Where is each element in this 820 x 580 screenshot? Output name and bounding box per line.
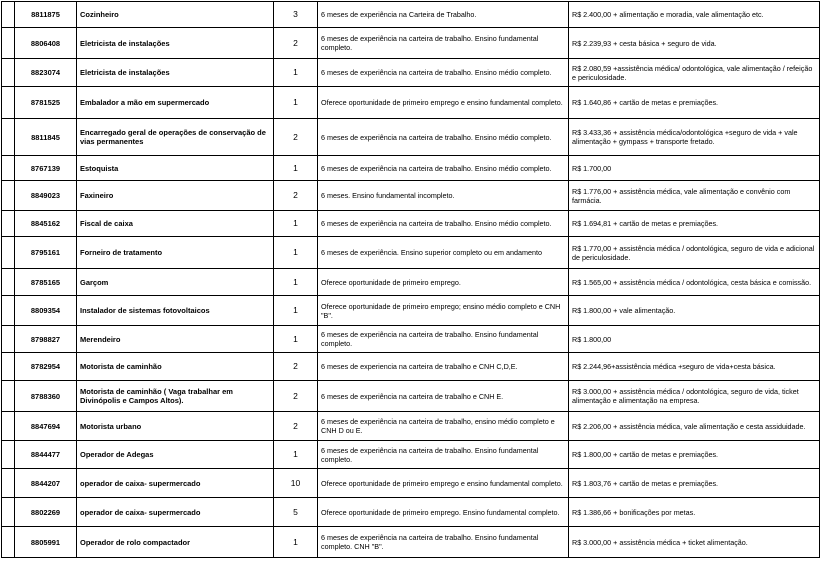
requirements: Oferece oportunidade de primeiro emprego. <box>318 269 569 296</box>
row-marker-cell <box>2 211 15 237</box>
vacancy-count: 1 <box>274 59 318 87</box>
job-vacancies-table <box>1 1 820 558</box>
table-row <box>2 527 820 558</box>
table-row <box>2 441 820 469</box>
row-marker-cell <box>2 87 15 119</box>
row-marker-cell <box>2 156 15 181</box>
requirements: Oferece oportunidade de primeiro emprego e ensino fundamental completo. <box>318 87 569 119</box>
table-row <box>2 353 820 381</box>
job-title: Operador de Adegas <box>77 441 274 469</box>
table-row <box>2 296 820 326</box>
vacancy-code: 8781525 <box>15 87 77 119</box>
vacancy-count: 3 <box>274 2 318 28</box>
table-row <box>2 181 820 211</box>
job-title: operador de caixa- supermercado <box>77 469 274 498</box>
row-marker-cell <box>2 469 15 498</box>
job-title: Instalador de sistemas fotovoltaicos <box>77 296 274 326</box>
vacancy-count: 1 <box>274 211 318 237</box>
vacancy-count: 1 <box>274 269 318 296</box>
requirements: Oferece oportunidade de primeiro emprego; ensino médio completo e CNH "B". <box>318 296 569 326</box>
job-title: Motorista de caminhão ( Vaga trabalhar em Divinópolis e Campos Altos). <box>77 381 274 412</box>
salary-benefits: R$ 2.400,00 + alimentação e moradia, vale alimentação etc. <box>569 2 820 28</box>
vacancy-code: 8802269 <box>15 498 77 527</box>
vacancy-code: 8811845 <box>15 119 77 156</box>
table-row <box>2 28 820 59</box>
salary-benefits: R$ 1.386,66 + bonificações por metas. <box>569 498 820 527</box>
salary-benefits: R$ 3.000,00 + assistência médica / odontológica, seguro de vida, ticket alimentação e alimentação na empresa. <box>569 381 820 412</box>
row-marker-cell <box>2 59 15 87</box>
requirements: 6 meses de experiência na carteira de trabalho. Ensino médio completo. <box>318 156 569 181</box>
vacancy-count: 1 <box>274 527 318 558</box>
job-title: Faxineiro <box>77 181 274 211</box>
vacancy-count: 2 <box>274 381 318 412</box>
row-marker-cell <box>2 296 15 326</box>
vacancy-code: 8805991 <box>15 527 77 558</box>
vacancy-count: 2 <box>274 181 318 211</box>
row-marker-cell <box>2 237 15 269</box>
salary-benefits: R$ 1.565,00 + assistência médica / odontológica, cesta básica e comissão. <box>569 269 820 296</box>
vacancy-code: 8798827 <box>15 326 77 353</box>
vacancy-count: 10 <box>274 469 318 498</box>
job-title: operador de caixa- supermercado <box>77 498 274 527</box>
row-marker-cell <box>2 28 15 59</box>
salary-benefits: R$ 2.080,59 +assistência médica/ odontológica, vale alimentação / refeição e periculosidade. <box>569 59 820 87</box>
job-title: Motorista de caminhão <box>77 353 274 381</box>
job-title: Motorista urbano <box>77 412 274 441</box>
vacancy-code: 8844477 <box>15 441 77 469</box>
salary-benefits: R$ 1.770,00 + assistência médica / odontológica, seguro de vida e adicional de periculosidade. <box>569 237 820 269</box>
requirements: 6 meses de experiência na carteira de trabalho. Ensino fundamental completo. <box>318 441 569 469</box>
vacancy-code: 8823074 <box>15 59 77 87</box>
salary-benefits: R$ 2.206,00 + assistência médica, vale alimentação e cesta assiduidade. <box>569 412 820 441</box>
table-row <box>2 498 820 527</box>
row-marker-cell <box>2 527 15 558</box>
table-row <box>2 156 820 181</box>
salary-benefits: R$ 1.776,00 + assistência médica, vale alimentação e convênio com farmácia. <box>569 181 820 211</box>
row-marker-cell <box>2 412 15 441</box>
vacancy-count: 2 <box>274 119 318 156</box>
job-title: Merendeiro <box>77 326 274 353</box>
row-marker-cell <box>2 381 15 412</box>
salary-benefits: R$ 1.800,00 <box>569 326 820 353</box>
job-title: Garçom <box>77 269 274 296</box>
row-marker-cell <box>2 269 15 296</box>
table-row <box>2 237 820 269</box>
table-row <box>2 412 820 441</box>
vacancy-code: 8809354 <box>15 296 77 326</box>
vacancy-count: 1 <box>274 156 318 181</box>
vacancy-code: 8849023 <box>15 181 77 211</box>
table-row <box>2 469 820 498</box>
row-marker-cell <box>2 181 15 211</box>
table-row <box>2 381 820 412</box>
requirements: 6 meses de experiencia na carteira de trabalho e CNH C,D,E. <box>318 353 569 381</box>
table-row <box>2 59 820 87</box>
job-title: Embalador a mão em supermercado <box>77 87 274 119</box>
requirements: 6 meses de experiência na Carteira de Trabalho. <box>318 2 569 28</box>
vacancy-code: 8795161 <box>15 237 77 269</box>
job-title: Estoquista <box>77 156 274 181</box>
job-title: Eletricista de instalações <box>77 28 274 59</box>
job-title: Cozinheiro <box>77 2 274 28</box>
vacancy-count: 2 <box>274 28 318 59</box>
requirements: 6 meses. Ensino fundamental incompleto. <box>318 181 569 211</box>
requirements: 6 meses de experiência na carteira de trabalho. Ensino fundamental completo. <box>318 326 569 353</box>
table-row <box>2 211 820 237</box>
vacancy-code: 8811875 <box>15 2 77 28</box>
job-title: Eletricista de instalações <box>77 59 274 87</box>
job-title: Forneiro de tratamento <box>77 237 274 269</box>
table-body <box>2 2 820 558</box>
salary-benefits: R$ 1.694,81 + cartão de metas e premiações. <box>569 211 820 237</box>
job-title: Operador de rolo compactador <box>77 527 274 558</box>
requirements: Oferece oportunidade de primeiro emprego. Ensino fundamental completo. <box>318 498 569 527</box>
job-title: Fiscal de caixa <box>77 211 274 237</box>
requirements: 6 meses de experiência na carteira de trabalho e CNH E. <box>318 381 569 412</box>
salary-benefits: R$ 1.800,00 + vale alimentação. <box>569 296 820 326</box>
table-row <box>2 2 820 28</box>
vacancy-code: 8847694 <box>15 412 77 441</box>
vacancy-count: 1 <box>274 326 318 353</box>
row-marker-cell <box>2 498 15 527</box>
vacancy-count: 1 <box>274 237 318 269</box>
vacancy-count: 2 <box>274 412 318 441</box>
table-row <box>2 119 820 156</box>
row-marker-cell <box>2 119 15 156</box>
salary-benefits: R$ 2.244,96+assistência médica +seguro de vida+cesta básica. <box>569 353 820 381</box>
vacancy-count: 5 <box>274 498 318 527</box>
requirements: 6 meses de experiência na carteira de trabalho. Ensino médio completo. <box>318 211 569 237</box>
vacancy-count: 1 <box>274 87 318 119</box>
table-row <box>2 87 820 119</box>
row-marker-cell <box>2 2 15 28</box>
requirements: 6 meses de experiência na carteira de trabalho. Ensino fundamental completo. <box>318 28 569 59</box>
vacancy-count: 1 <box>274 296 318 326</box>
vacancy-code: 8782954 <box>15 353 77 381</box>
requirements: 6 meses de experiência na carteira de trabalho. Ensino médio completo. <box>318 119 569 156</box>
vacancy-code: 8806408 <box>15 28 77 59</box>
vacancy-code: 8844207 <box>15 469 77 498</box>
row-marker-cell <box>2 441 15 469</box>
vacancy-count: 2 <box>274 353 318 381</box>
requirements: 6 meses de experiência na carteira de trabalho. Ensino médio completo. <box>318 59 569 87</box>
requirements: 6 meses de experiência. Ensino superior completo ou em andamento <box>318 237 569 269</box>
requirements: Oferece oportunidade de primeiro emprego e ensino fundamental completo. <box>318 469 569 498</box>
vacancy-code: 8785165 <box>15 269 77 296</box>
salary-benefits: R$ 3.000,00 + assistência médica + ticket alimentação. <box>569 527 820 558</box>
requirements: 6 meses de experiência na carteira de trabalho, ensino médio completo e CNH D ou E. <box>318 412 569 441</box>
salary-benefits: R$ 3.433,36 + assistência médica/odontológica +seguro de vida + vale alimentação + gympass + transporte fretado. <box>569 119 820 156</box>
job-title: Encarregado geral de operações de conservação de vias permanentes <box>77 119 274 156</box>
row-marker-cell <box>2 326 15 353</box>
salary-benefits: R$ 1.800,00 + cartão de metas e premiações. <box>569 441 820 469</box>
vacancy-count: 1 <box>274 441 318 469</box>
salary-benefits: R$ 1.700,00 <box>569 156 820 181</box>
table-row <box>2 326 820 353</box>
salary-benefits: R$ 2.239,93 + cesta básica + seguro de vida. <box>569 28 820 59</box>
requirements: 6 meses de experiência na carteira de trabalho. Ensino fundamental completo. CNH "B". <box>318 527 569 558</box>
vacancy-code: 8845162 <box>15 211 77 237</box>
salary-benefits: R$ 1.803,76 + cartão de metas e premiações. <box>569 469 820 498</box>
vacancy-code: 8767139 <box>15 156 77 181</box>
table-row <box>2 269 820 296</box>
salary-benefits: R$ 1.640,86 + cartão de metas e premiações. <box>569 87 820 119</box>
vacancy-code: 8788360 <box>15 381 77 412</box>
row-marker-cell <box>2 353 15 381</box>
